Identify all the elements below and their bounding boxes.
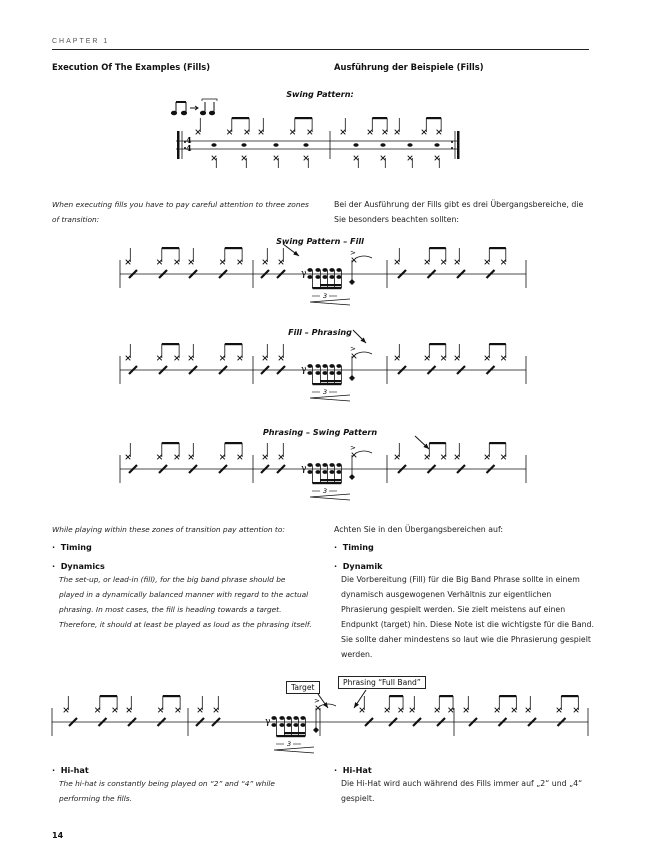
triplet-number: 3	[323, 388, 328, 396]
tie	[356, 256, 372, 258]
snare-notehead	[286, 716, 291, 720]
right-dynamics-text: Die Vorbereitung (Fill) für die Big Band Phrase sollte in einem dynamisch ausgewogenen Verhältnis zur eigentlichen Phrasierung gespielt werden. Sie zielt meistens auf einen Endpunkt (target) hin. Diese Note ist die wichtigste für die Band. Sie sollte daher mindestens so laut wie die Phrasierung gespielt werden.	[341, 575, 594, 659]
svg-text:4: 4	[186, 143, 192, 153]
right-dynamics	[334, 561, 383, 571]
note-beam	[561, 695, 578, 697]
tom-notehead	[329, 470, 334, 474]
tom-notehead	[322, 371, 327, 375]
snare-notehead	[322, 268, 327, 272]
page-number: 14	[52, 831, 64, 840]
left-intro: When executing fills you have to pay careful attention to three zones of transition:	[52, 200, 309, 224]
crescendo-hairpin	[310, 395, 350, 401]
snare-notehead	[336, 364, 341, 368]
note-beam	[225, 247, 242, 249]
snare-notehead	[307, 268, 312, 272]
bullet: ·	[334, 542, 338, 552]
arrow-head	[323, 702, 328, 708]
svg-text:4: 4	[186, 135, 192, 145]
snare-notehead	[329, 463, 334, 467]
tie	[356, 451, 372, 453]
tom-notehead	[315, 371, 320, 375]
tom-notehead	[307, 275, 312, 279]
triplet-number: 3	[323, 292, 328, 300]
note-beam	[499, 695, 516, 697]
tom-notehead	[329, 275, 334, 279]
left-hihat	[52, 765, 89, 775]
tom-notehead	[307, 470, 312, 474]
bullet: ·	[52, 765, 56, 775]
note-beam	[389, 695, 403, 697]
accent-mark: >	[350, 249, 356, 257]
triplet-number: 3	[287, 740, 292, 748]
note-beam	[276, 735, 305, 737]
crescendo-hairpin	[310, 494, 350, 500]
note-beam	[312, 287, 341, 289]
note-beam	[225, 343, 242, 345]
snare-notehead	[315, 268, 320, 272]
arrow-head	[293, 251, 299, 256]
tom-notehead	[336, 275, 341, 279]
crescendo-hairpin	[310, 299, 350, 305]
left-dynamics-text: The set-up, or lead-in (fill), for the big band phrase should be played in a dynamically balanced manner with regard to the actual phrasing. In most cases, the fill is heading towards a target. Therefore, it should at least be played as loud as the phrasing itself.	[59, 575, 312, 629]
right-timing-label: Timing	[342, 542, 374, 552]
note-beam	[429, 442, 446, 444]
tom-notehead	[293, 723, 298, 727]
rest-symbol: γ	[301, 269, 307, 279]
note-beam	[320, 284, 341, 286]
note-beam	[320, 479, 341, 481]
left-hihat-text: The hi-hat is constantly being played on “2” and “4” while performing the fills.	[59, 779, 275, 803]
tom-notehead	[300, 723, 305, 727]
tom-notehead	[336, 371, 341, 375]
tom-notehead	[286, 723, 291, 727]
left-timing	[52, 542, 92, 552]
crescendo-hairpin	[274, 747, 314, 753]
snare-notehead	[307, 364, 312, 368]
note-beam	[429, 343, 446, 345]
tom-notehead	[271, 723, 276, 727]
snare-notehead	[300, 716, 305, 720]
rest-symbol: γ	[301, 464, 307, 474]
left-dynamics-label: Dynamics	[60, 561, 105, 571]
bullet: ·	[334, 765, 338, 775]
tom-notehead	[307, 371, 312, 375]
snare-notehead	[329, 364, 334, 368]
rest-symbol: γ	[265, 717, 271, 727]
note-beam	[312, 383, 341, 385]
snare-notehead	[322, 364, 327, 368]
right-heading: Ausführung der Beispiele (Fills)	[334, 62, 484, 72]
note-beam	[284, 732, 305, 734]
snare-notehead	[322, 463, 327, 467]
example-1-caption: Swing Pattern – Fill	[276, 236, 364, 246]
note-beam	[320, 380, 341, 382]
left-attention: While playing within these zones of transition pay attention to:	[52, 525, 285, 534]
note-beam	[162, 442, 179, 444]
snare-notehead	[329, 268, 334, 272]
note-beam	[439, 695, 453, 697]
note-beam	[489, 343, 506, 345]
tom-notehead	[336, 470, 341, 474]
target-label: Target	[286, 681, 320, 694]
tie	[320, 704, 336, 706]
tom-notehead	[315, 470, 320, 474]
right-hihat	[334, 765, 372, 775]
right-hihat-text: Die Hi-Hat wird auch während des Fills immer auf „2“ und „4“ gespielt.	[341, 779, 583, 803]
accent-mark: >	[350, 345, 356, 353]
snare-notehead	[336, 268, 341, 272]
right-intro: Bei der Ausführung der Fills gibt es drei Übergangsbereiche, die Sie besonders beachten sollten:	[334, 200, 584, 224]
accent-mark: >	[314, 697, 320, 705]
snare-notehead	[293, 716, 298, 720]
note-beam	[312, 482, 341, 484]
accent-mark: >	[350, 444, 356, 452]
example-3-caption: Phrasing – Swing Pattern	[262, 427, 378, 437]
tom-notehead	[315, 275, 320, 279]
snare-notehead	[315, 463, 320, 467]
tom-notehead	[322, 275, 327, 279]
bullet: ·	[52, 561, 56, 571]
bullet: ·	[334, 561, 338, 571]
snare-notehead	[307, 463, 312, 467]
triplet-number: 3	[323, 487, 328, 495]
snare-notehead	[271, 716, 276, 720]
rest-symbol: γ	[301, 365, 307, 375]
chapter-label: CHAPTER 1	[52, 38, 110, 45]
tie	[356, 352, 372, 354]
tom-notehead	[329, 371, 334, 375]
snare-notehead	[336, 463, 341, 467]
note-beam	[225, 442, 242, 444]
right-timing	[334, 542, 374, 552]
swing-pattern-caption: Swing Pattern:	[286, 89, 354, 99]
tom-notehead	[279, 723, 284, 727]
right-attention: Achten Sie in den Übergangsbereichen auf:	[334, 525, 504, 534]
left-heading: Execution Of The Examples (Fills)	[52, 62, 211, 72]
note-beam	[100, 695, 117, 697]
note-beam	[162, 247, 179, 249]
note-beam	[162, 343, 179, 345]
left-timing-label: Timing	[60, 542, 92, 552]
arrow-head	[354, 702, 359, 708]
note-beam	[429, 247, 446, 249]
phrasing-full-band-label: Phrasing “Full Band”	[338, 676, 426, 689]
note-beam	[163, 695, 180, 697]
bullet: ·	[52, 542, 56, 552]
left-dynamics	[52, 561, 105, 571]
note-beam	[489, 442, 506, 444]
right-dynamics-label: Dynamik	[342, 561, 383, 571]
example-2-caption: Fill – Phrasing	[288, 327, 352, 337]
snare-notehead	[315, 364, 320, 368]
snare-notehead	[279, 716, 284, 720]
right-hihat-label: Hi-Hat	[342, 765, 372, 775]
tom-notehead	[322, 470, 327, 474]
left-hihat-label: Hi-hat	[60, 765, 89, 775]
note-beam	[489, 247, 506, 249]
